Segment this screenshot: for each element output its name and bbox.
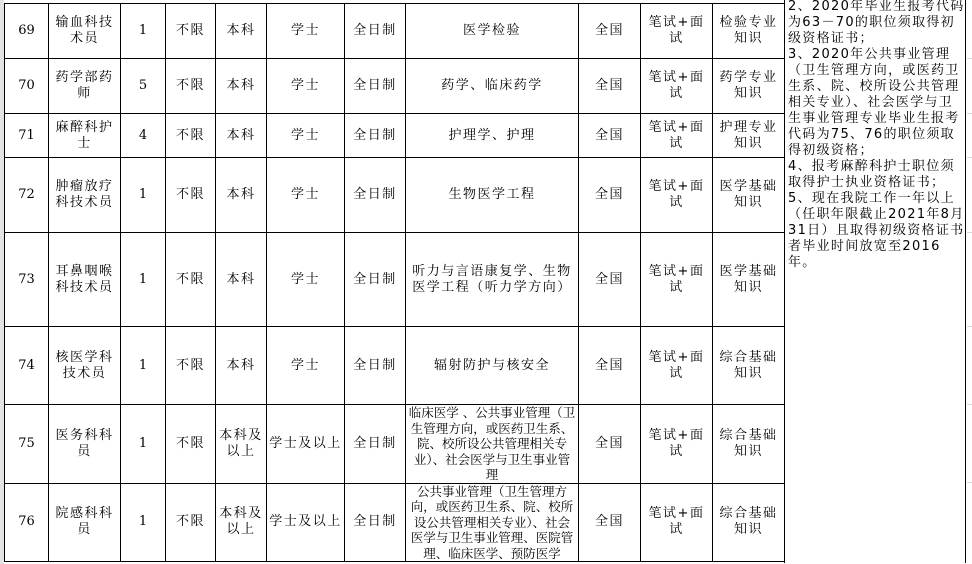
row-number-cell[interactable]: 74 (5, 327, 49, 405)
education-cell[interactable]: 本科 (216, 59, 267, 114)
age-limit-cell[interactable]: 不限 (166, 327, 216, 405)
headcount-cell[interactable]: 1 (121, 4, 166, 59)
table-row (5, 59, 785, 114)
major-cell[interactable]: 护理学、护理 (406, 114, 579, 158)
position-name-cell[interactable]: 院感科科员 (49, 483, 121, 562)
exam-content-cell[interactable]: 护理专业知识 (713, 114, 785, 158)
row-number-cell[interactable]: 70 (5, 59, 49, 114)
region-cell[interactable]: 全国 (579, 327, 641, 405)
major-cell[interactable]: 药学、临床药学 (406, 59, 579, 114)
degree-cell[interactable]: 学士 (267, 114, 345, 158)
region-cell[interactable]: 全国 (579, 483, 641, 562)
position-name-cell[interactable]: 耳鼻咽喉科技术员 (49, 233, 121, 327)
major-cell[interactable]: 听力与言语康复学、生物医学工程（听力学方向） (406, 233, 579, 327)
table-row (5, 483, 785, 562)
region-cell[interactable]: 全国 (579, 158, 641, 233)
gridline (967, 157, 972, 158)
exam-content-cell[interactable]: 综合基础知识 (713, 327, 785, 405)
position-name-cell[interactable]: 输血科技术员 (49, 4, 121, 59)
degree-cell[interactable]: 学士 (267, 59, 345, 114)
notes-cell[interactable] (784, 0, 966, 563)
study-mode-cell[interactable]: 全日制 (345, 114, 406, 158)
exam-content-cell[interactable]: 综合基础知识 (713, 405, 785, 484)
study-mode-cell[interactable]: 全日制 (345, 4, 406, 59)
major-cell[interactable]: 医学检验 (406, 4, 579, 59)
headcount-cell[interactable]: 1 (121, 233, 166, 327)
row-number-cell[interactable]: 75 (5, 405, 49, 484)
headcount-cell[interactable]: 5 (121, 59, 166, 114)
position-name-cell[interactable]: 医务科科员 (49, 405, 121, 484)
major-cell[interactable]: 公共事业管理（卫生管理方向，或医药卫生系、院、校所设公共管理相关专业）、社会医学与卫生事业管理、医院管理、临床医学、预防医学 (406, 483, 579, 562)
exam-content-cell[interactable]: 医学基础知识 (713, 233, 785, 327)
exam-content-cell[interactable]: 综合基础知识 (713, 483, 785, 562)
row-number-cell[interactable]: 69 (5, 4, 49, 59)
gridline (967, 482, 972, 483)
study-mode-cell[interactable]: 全日制 (345, 405, 406, 484)
exam-method-cell[interactable]: 笔试+面试 (641, 483, 713, 562)
position-name-cell[interactable]: 核医学科技术员 (49, 327, 121, 405)
degree-cell[interactable]: 学士 (267, 327, 345, 405)
education-cell[interactable]: 本科 (216, 114, 267, 158)
position-name-cell[interactable]: 麻醉科护士 (49, 114, 121, 158)
gridline (967, 232, 972, 233)
row-number-cell[interactable]: 76 (5, 483, 49, 562)
age-limit-cell[interactable]: 不限 (166, 59, 216, 114)
exam-content-cell[interactable]: 医学基础知识 (713, 158, 785, 233)
headcount-cell[interactable]: 4 (121, 114, 166, 158)
region-cell[interactable]: 全国 (579, 233, 641, 327)
exam-method-cell[interactable]: 笔试+面试 (641, 59, 713, 114)
age-limit-cell[interactable]: 不限 (166, 405, 216, 484)
age-limit-cell[interactable]: 不限 (166, 114, 216, 158)
exam-content-cell[interactable]: 药学专业知识 (713, 59, 785, 114)
major-cell[interactable]: 临床医学 、公共事业管理（卫生管理方向，或医药卫生系、院、校所设公共管理相关专业）、社会医学与卫生事业管理 (406, 405, 579, 484)
headcount-cell[interactable]: 1 (121, 405, 166, 484)
exam-method-cell[interactable]: 笔试+面试 (641, 114, 713, 158)
headcount-cell[interactable]: 1 (121, 327, 166, 405)
region-cell[interactable]: 全国 (579, 59, 641, 114)
study-mode-cell[interactable]: 全日制 (345, 233, 406, 327)
age-limit-cell[interactable]: 不限 (166, 4, 216, 59)
gridline (967, 326, 972, 327)
note-2: 2、2020年毕业生报考代码为63－70的职位须取得初级资格证书； (788, 0, 965, 46)
exam-content-cell[interactable]: 检验专业知识 (713, 4, 785, 59)
table-row (5, 405, 785, 484)
education-cell[interactable]: 本科 (216, 327, 267, 405)
degree-cell[interactable]: 学士 (267, 4, 345, 59)
position-name-cell[interactable]: 药学部药师 (49, 59, 121, 114)
row-number-cell[interactable]: 72 (5, 158, 49, 233)
study-mode-cell[interactable]: 全日制 (345, 327, 406, 405)
region-cell[interactable]: 全国 (579, 405, 641, 484)
position-name-cell[interactable]: 肿瘤放疗科技术员 (49, 158, 121, 233)
education-cell[interactable]: 本科及以上 (216, 405, 267, 484)
table-row (5, 114, 785, 158)
row-number-cell[interactable]: 73 (5, 233, 49, 327)
note-4: 4、报考麻醉科护士职位须取得护士执业资格证书； (788, 159, 955, 190)
degree-cell[interactable]: 学士 (267, 233, 345, 327)
row-number-cell[interactable]: 71 (5, 114, 49, 158)
education-cell[interactable]: 本科 (216, 233, 267, 327)
table-row (5, 233, 785, 327)
gridline (967, 58, 972, 59)
note-3: 3、2020年公共事业管理（卫生管理方向，或医药卫生系、院、校所设公共管理相关专业）、社会医学与卫生事业管理专业毕业生报考代码为75、76的职位须取得初级资格； (788, 47, 960, 158)
study-mode-cell[interactable]: 全日制 (345, 59, 406, 114)
major-cell[interactable]: 生物医学工程 (406, 158, 579, 233)
table-row (5, 327, 785, 405)
education-cell[interactable]: 本科 (216, 158, 267, 233)
recruitment-table (4, 3, 785, 562)
headcount-cell[interactable]: 1 (121, 483, 166, 562)
table-row (5, 158, 785, 233)
age-limit-cell[interactable]: 不限 (166, 158, 216, 233)
exam-method-cell[interactable]: 笔试+面试 (641, 233, 713, 327)
age-limit-cell[interactable]: 不限 (166, 483, 216, 562)
age-limit-cell[interactable]: 不限 (166, 233, 216, 327)
exam-method-cell[interactable]: 笔试+面试 (641, 327, 713, 405)
education-cell[interactable]: 本科及以上 (216, 483, 267, 562)
note-5: 5、现在我院工作一年以上（任职年限截止2021年8月31日）且取得初级资格证书者毕业时间放宽至2016年。 (788, 191, 965, 270)
gridline (967, 113, 972, 114)
degree-cell[interactable]: 学士 (267, 158, 345, 233)
exam-method-cell[interactable]: 笔试+面试 (641, 4, 713, 59)
region-cell[interactable]: 全国 (579, 114, 641, 158)
study-mode-cell[interactable]: 全日制 (345, 483, 406, 562)
exam-method-cell[interactable]: 笔试+面试 (641, 405, 713, 484)
region-cell[interactable]: 全国 (579, 4, 641, 59)
exam-method-cell[interactable]: 笔试+面试 (641, 158, 713, 233)
table-row (5, 4, 785, 59)
study-mode-cell[interactable]: 全日制 (345, 158, 406, 233)
major-cell[interactable]: 辐射防护与核安全 (406, 327, 579, 405)
degree-cell[interactable]: 学士及以上 (267, 483, 345, 562)
gridline (967, 404, 972, 405)
headcount-cell[interactable]: 1 (121, 158, 166, 233)
degree-cell[interactable]: 学士及以上 (267, 405, 345, 484)
education-cell[interactable]: 本科 (216, 4, 267, 59)
